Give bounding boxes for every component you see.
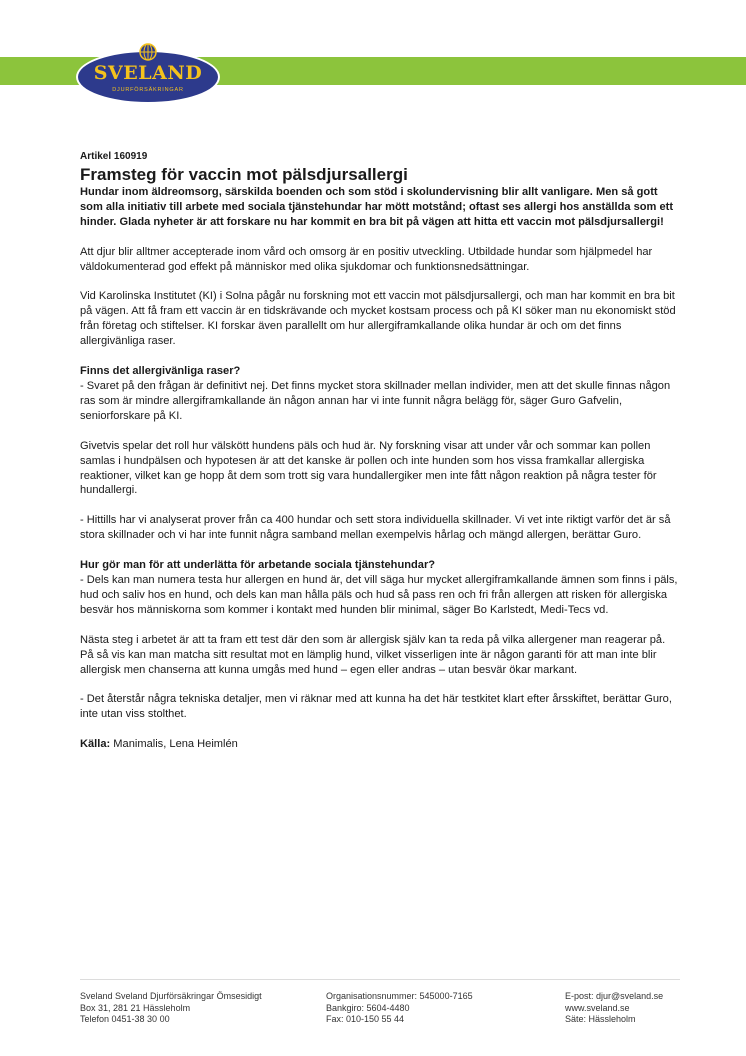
section-heading-1: Finns det allergivänliga raser?	[80, 365, 241, 378]
paragraph-8: - Det återstår några tekniska detaljer, men vi räknar med att kunna ha det här testkitet klart efter årsskiftet, berättar Guro, inte utan viss stolthet.	[80, 693, 672, 721]
footer-org-number: Organisationsnummer: 545000-7165	[326, 991, 473, 1001]
footer-phone: Telefon 0451-38 30 00	[80, 1014, 170, 1025]
paragraph-6: - Dels kan man numera testa hur allergen en hund är, det vill säga hur mycket allergiframkallande ämnen som finns i päls, hud och saliv hos en hund, och dels kan man hålla päls och hud så pass ren och fri från allergen att risken för allergiska besvär hos människorna som kommer i kontakt med hunden blir minimal, säger Bo Karlstedt, Medi-Tecs vd.	[80, 574, 678, 616]
footer-contact	[565, 991, 663, 1026]
footer-website: www.sveland.se	[565, 1002, 630, 1013]
article-lead: Hundar inom äldreomsorg, särskilda boenden och som stöd i skolundervisning blir allt vanligare. Men så gott som alla initiativ till arbete med sociala tjänstehundar har mött motstånd; oftast ses allergi hos anställda som ett hinder. Glada nyheter är att forskare nu har kommit en bra bit på vägen att hitta ett vaccin mot pälsdjursallergi!	[80, 185, 674, 228]
paragraph-4: Givetvis spelar det roll hur välskött hundens päls och hud är. Ny forskning visar att under vår och sommar kan pollen samlas i hundpälsen och hypotesen är att det kanske är pollen och inte hunden som hos vissa framkallar allergiska reaktioner, vilket kan ge hopp åt dem som trott sig vara hundallergiker men inte fått någon reaktion på några tester för hundallergi.	[80, 439, 657, 497]
footer-fax: Fax: 010-150 55 44	[326, 1014, 405, 1025]
footer-company-name: Sveland Sveland Djurförsäkringar Ömsesidigt	[80, 991, 262, 1001]
section-heading-2: Hur gör man för att underlätta för arbetande sociala tjänstehundar?	[80, 559, 436, 572]
footer-seat: Säte: Hässleholm	[565, 1014, 636, 1025]
footer-email: E-post: djur@sveland.se	[565, 991, 664, 1001]
source-line	[80, 737, 680, 752]
paragraph-1: Att djur blir alltmer accepterade inom vård och omsorg är en positiv utveckling. Utbildade hundar som hjälpmedel har väldokumenterad god effekt på människor med olika sjukdomar och funktionsnedsättningar.	[80, 245, 653, 273]
sveland-logo	[76, 42, 220, 104]
paragraph-5: - Hittills har vi analyserat prover från ca 400 hundar och sett stora individuella skillnader. Vi vet inte riktigt varför det är så stora skillnader och vi har inte funnit några samband mellan exempelvis hårlag och mängd allergen, berättar Guro.	[80, 514, 671, 542]
footer-company	[80, 991, 262, 1026]
article-body	[80, 150, 680, 752]
paragraph-7: Nästa steg i arbetet är att ta fram ett test där den som är allergisk själv kan ta reda på vilka allergener man reagerar på. På så vis kan man matcha sitt resultat mot en lämplig hund, vilket visserligen inte är någon garanti för att man inte blir allergisk men chanserna att kunna umgås med hund – egen eller andras – utan besvär ökar markant.	[80, 633, 666, 676]
footer-address: Box 31, 281 21 Hässleholm	[80, 1002, 191, 1013]
paragraph-2: Vid Karolinska Institutet (KI) i Solna pågår nu forskning mot ett vaccin mot pälsdjursallergi, och man har kommit en bra bit på vägen. Att få fram ett vaccin är en tidskrävande och mycket kostsam process och på KI söker man nu ekonomiskt stöd från företag och stiftelser. KI forskar även parallellt om hur allergiframkallande olika hundar är och om det finns allergivänliga raser.	[80, 290, 676, 348]
paragraph-3: - Svaret på den frågan är definitivt nej. Det finns mycket stora skillnader mellan individer, men att det skulle finnas någon ras som är mindre allergiframkallande än någon annan har vi inte funnit några belägg för, säger Guro Gafvelin, seniorforskare på KI.	[80, 379, 671, 422]
footer-divider	[80, 979, 680, 980]
globe-emblem-icon	[138, 42, 158, 62]
logo-name: SVELAND	[93, 62, 203, 84]
logo-subtitle: DJURFÖRSÄKRINGAR	[112, 87, 184, 93]
article-number: Artikel 160919	[80, 151, 148, 162]
source-label: Källa:	[80, 738, 111, 751]
source-value: Manimalis, Lena Heimlén	[110, 738, 238, 751]
footer-registration	[326, 991, 473, 1026]
article-title: Framsteg för vaccin mot pälsdjursallergi	[80, 164, 408, 184]
footer-bankgiro: Bankgiro: 5604-4480	[326, 1002, 410, 1013]
